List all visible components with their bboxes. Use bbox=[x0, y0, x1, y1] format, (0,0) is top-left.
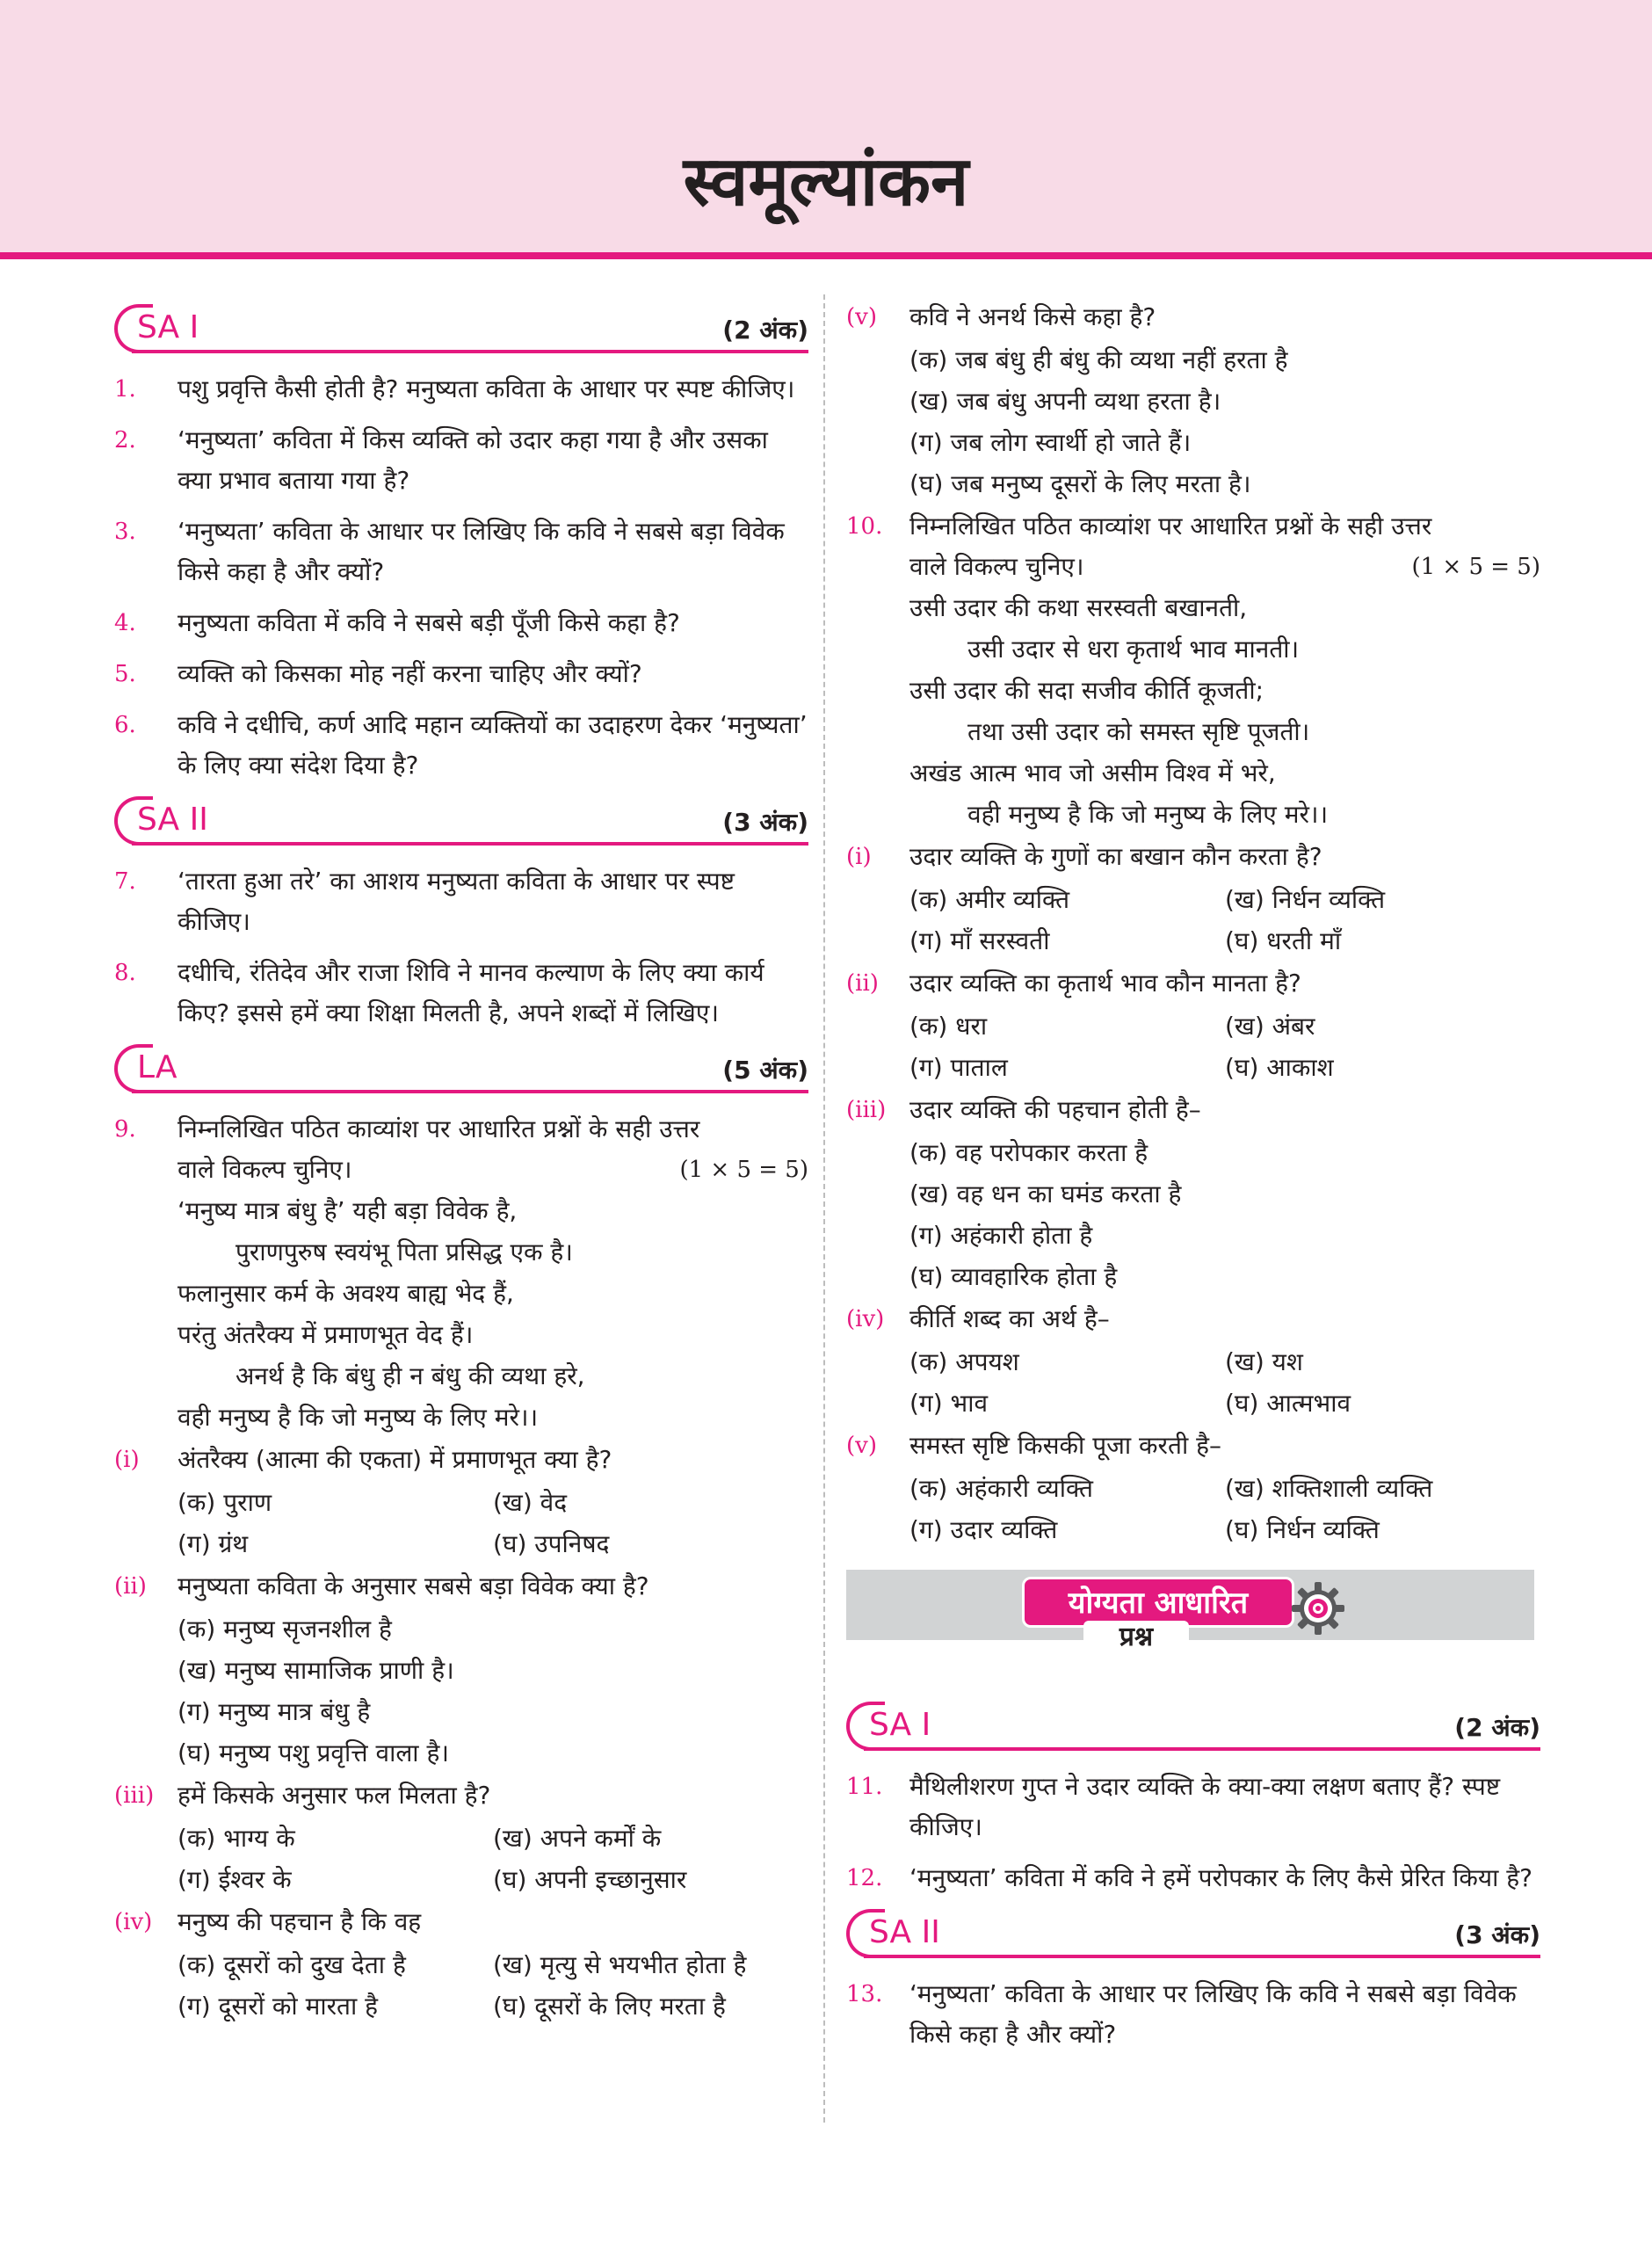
section-rule bbox=[864, 1955, 1540, 1958]
option: (क) अपयश bbox=[909, 1347, 1019, 1376]
column-divider bbox=[823, 294, 825, 2123]
poem-line: परंतु अंतरैक्य में प्रमाणभूत वेद हैं। bbox=[178, 1320, 474, 1349]
options bbox=[114, 1608, 808, 1774]
question-6 bbox=[114, 705, 808, 786]
option: (क) वह परोपकार करता है bbox=[909, 1138, 1148, 1167]
option: (ख) वेद bbox=[493, 1488, 568, 1517]
question-3 bbox=[114, 512, 808, 592]
subquestion-text: हमें किसके अनुसार फल मिलता है? bbox=[178, 1781, 491, 1810]
question-text: दधीचि, रंतिदेव और राजा शिवि ने मानव कल्याण के लिए क्या कार्य किए? इससे हमें क्या शिक्षा मिलती है, अपने शब्दों में लिखिए। bbox=[178, 958, 764, 1027]
question-number: 10. bbox=[846, 513, 883, 540]
section-marks: (3 अंक) bbox=[722, 808, 808, 837]
question-number: 2. bbox=[114, 427, 136, 454]
question-2 bbox=[114, 420, 808, 501]
subquestion-number: (ii) bbox=[114, 1573, 147, 1600]
question-text: ‘मनुष्यता’ कविता में किस व्यक्ति को उदार कहा गया है और उसका क्या प्रभाव बताया गया है? bbox=[178, 425, 768, 495]
subquestion-number: (v) bbox=[846, 1433, 877, 1459]
option: (घ) धरती माँ bbox=[1225, 926, 1342, 955]
question-text: निम्नलिखित पठित काव्यांश पर आधारित प्रश्नों के सही उत्तर bbox=[178, 1114, 700, 1143]
section-rule bbox=[864, 1747, 1540, 1751]
option: (ख) मनुष्य सामाजिक प्राणी है। bbox=[178, 1656, 454, 1685]
poem-line: उसी उदार से धरा कृतार्थ भाव मानती। bbox=[967, 635, 1300, 664]
question-text-cont: वाले विकल्प चुनिए। bbox=[178, 1155, 352, 1184]
competency-banner bbox=[846, 1570, 1534, 1652]
subquestion-number: (iv) bbox=[114, 1909, 153, 1935]
section-header-la bbox=[114, 1044, 808, 1093]
option: (ख) मृत्यु से भयभीत होता है bbox=[493, 1950, 747, 1979]
subquestion-iv bbox=[114, 1902, 808, 1942]
question-13 bbox=[846, 1974, 1540, 2055]
question-number: 3. bbox=[114, 519, 136, 545]
subquestion-text: कीर्ति शब्द का अर्थ है– bbox=[909, 1304, 1110, 1333]
option: (क) जब बंधु ही बंधु की व्यथा नहीं हरता है bbox=[909, 345, 1288, 374]
subquestion-number: (iii) bbox=[846, 1097, 887, 1123]
option: (घ) आकाश bbox=[1225, 1053, 1334, 1082]
section-code: SA II bbox=[869, 1914, 940, 1950]
question-number: 5. bbox=[114, 661, 136, 687]
subquestion-number: (i) bbox=[846, 844, 872, 870]
badge-title: योग्यता आधारित bbox=[1068, 1586, 1249, 1621]
section-header-sa1 bbox=[846, 1702, 1540, 1751]
left-column bbox=[114, 299, 808, 2215]
section-header-sa2 bbox=[114, 796, 808, 846]
subquestion-i bbox=[114, 1440, 808, 1480]
subquestion-ii bbox=[846, 963, 1540, 1004]
option: (ग) ईश्वर के bbox=[178, 1865, 292, 1894]
gear-target-icon bbox=[1290, 1580, 1346, 1637]
question-number: 4. bbox=[114, 610, 136, 636]
poem-line: ‘मनुष्य मात्र बंधु है’ यही बड़ा विवेक है, bbox=[178, 1196, 518, 1225]
option: (घ) निर्धन व्यक्ति bbox=[1225, 1515, 1380, 1544]
option: (ख) वह धन का घमंड करता है bbox=[909, 1179, 1182, 1208]
question-number: 1. bbox=[114, 376, 136, 403]
options bbox=[846, 339, 1540, 504]
question-text: मनुष्यता कविता में कवि ने सबसे बड़ी पूँजी किसे कहा है? bbox=[178, 608, 680, 637]
question-number: 12. bbox=[846, 1865, 883, 1891]
option: (ख) अपने कर्मों के bbox=[493, 1824, 662, 1853]
section-code: SA I bbox=[869, 1707, 931, 1743]
subquestion-text: कवि ने अनर्थ किसे कहा है? bbox=[909, 302, 1156, 331]
poem-line: पुराणपुरुष स्वयंभू पिता प्रसिद्ध एक है। bbox=[235, 1238, 573, 1267]
header-rule bbox=[0, 252, 1652, 259]
poem-line: अनर्थ है कि बंधु ही न बंधु की व्यथा हरे, bbox=[235, 1361, 585, 1390]
option: (ग) पाताल bbox=[909, 1053, 1008, 1082]
subquestion-text: मनुष्यता कविता के अनुसार सबसे बड़ा विवेक क्या है? bbox=[178, 1571, 649, 1600]
question-9 bbox=[114, 1109, 808, 1190]
subquestion-number: (v) bbox=[846, 304, 877, 330]
subquestion-v bbox=[846, 297, 1540, 338]
question-number: 9. bbox=[114, 1116, 136, 1143]
question-number: 6. bbox=[114, 712, 136, 738]
options bbox=[846, 1132, 1540, 1297]
badge-subtitle: प्रश्न bbox=[1083, 1621, 1189, 1656]
section-code: SA II bbox=[137, 802, 208, 838]
question-12 bbox=[846, 1858, 1540, 1898]
poem-line: फलानुसार कर्म के अवश्य बाह्य भेद हैं, bbox=[178, 1279, 514, 1308]
section-header-sa2 bbox=[846, 1909, 1540, 1958]
subquestion-text: उदार व्यक्ति का कृतार्थ भाव कौन मानता है? bbox=[909, 969, 1301, 998]
option: (ग) अहंकारी होता है bbox=[909, 1221, 1093, 1250]
question-number: 13. bbox=[846, 1981, 883, 2007]
question-text: व्यक्ति को किसका मोह नहीं करना चाहिए और क्यों? bbox=[178, 659, 642, 688]
option: (क) मनुष्य सृजनशील है bbox=[178, 1615, 392, 1644]
option: (क) दूसरों को दुख देता है bbox=[178, 1950, 406, 1979]
section-marks: (2 अंक) bbox=[722, 316, 808, 345]
poem-line: वही मनुष्य है कि जो मनुष्य के लिए मरे।। bbox=[967, 800, 1329, 829]
question-4 bbox=[114, 603, 808, 643]
section-rule bbox=[132, 842, 808, 846]
option: (ख) यश bbox=[1225, 1347, 1303, 1376]
subquestion-number: (ii) bbox=[846, 970, 879, 997]
question-11 bbox=[846, 1767, 1540, 1847]
question-text: पशु प्रवृत्ति कैसी होती है? मनुष्यता कविता के आधार पर स्पष्ट कीजिए। bbox=[178, 374, 795, 403]
option: (घ) दूसरों के लिए मरता है bbox=[493, 1992, 726, 2021]
poem-line: वही मनुष्य है कि जो मनुष्य के लिए मरे।। bbox=[178, 1403, 539, 1432]
option: (क) धरा bbox=[909, 1012, 988, 1041]
option: (क) अहंकारी व्यक्ति bbox=[909, 1474, 1093, 1503]
subquestion-number: (iv) bbox=[846, 1306, 885, 1332]
option: (घ) अपनी इच्छानुसार bbox=[493, 1865, 687, 1894]
subquestion-text: समस्त सृष्टि किसकी पूजा करती है– bbox=[909, 1431, 1221, 1460]
section-rule bbox=[132, 350, 808, 353]
option: (ख) निर्धन व्यक्ति bbox=[1225, 885, 1386, 914]
section-marks: (5 अंक) bbox=[722, 1056, 808, 1085]
question-text: निम्नलिखित पठित काव्यांश पर आधारित प्रश्नों के सही उत्तर bbox=[909, 512, 1432, 541]
options bbox=[846, 1005, 1540, 1088]
subquestion-ii bbox=[114, 1566, 808, 1607]
option: (ग) दूसरों को मारता है bbox=[178, 1992, 378, 2021]
poem-line: उसी उदार की कथा सरस्वती बखानती, bbox=[909, 593, 1248, 622]
page-title: स्वमूल्यांकन bbox=[683, 142, 969, 221]
subquestion-iii bbox=[846, 1090, 1540, 1130]
option: (क) पुराण bbox=[178, 1488, 272, 1517]
option: (घ) व्यावहारिक होता है bbox=[909, 1262, 1118, 1291]
question-text: ‘मनुष्यता’ कविता के आधार पर लिखिए कि कवि ने सबसे बड़ा विवेक किसे कहा है और क्यों? bbox=[909, 1979, 1517, 2049]
options bbox=[114, 1482, 808, 1564]
subquestion-number: (iii) bbox=[114, 1782, 155, 1809]
option: (ग) भाव bbox=[909, 1389, 989, 1418]
option: (घ) जब मनुष्य दूसरों के लिए मरता है। bbox=[909, 469, 1251, 498]
subquestion-iii bbox=[114, 1775, 808, 1816]
section-rule bbox=[132, 1090, 808, 1093]
option: (ग) मनुष्य मात्र बंधु है bbox=[178, 1697, 371, 1726]
question-text-cont: वाले विकल्प चुनिए। bbox=[909, 552, 1084, 581]
options bbox=[114, 1944, 808, 2027]
subquestion-text: उदार व्यक्ति के गुणों का बखान कौन करता है? bbox=[909, 842, 1322, 871]
subquestion-iv bbox=[846, 1299, 1540, 1339]
option: (ख) अंबर bbox=[1225, 1012, 1315, 1041]
question-number: 7. bbox=[114, 868, 136, 895]
question-marks: (1 × 5 = 5) bbox=[1411, 554, 1540, 580]
question-text: कवि ने दधीचि, कर्ण आदि महान व्यक्तियों का उदाहरण देकर ‘मनुष्यता’ के लिए क्या संदेश दिया है? bbox=[178, 710, 808, 780]
section-marks: (3 अंक) bbox=[1454, 1920, 1540, 1949]
subquestion-number: (i) bbox=[114, 1447, 140, 1473]
question-7 bbox=[114, 861, 808, 942]
option: (ख) शक्तिशाली व्यक्ति bbox=[1225, 1474, 1433, 1503]
option: (ग) उदार व्यक्ति bbox=[909, 1515, 1058, 1544]
section-code: LA bbox=[137, 1049, 178, 1085]
option: (घ) उपनिषद bbox=[493, 1529, 610, 1558]
question-1 bbox=[114, 369, 808, 410]
option: (ग) माँ सरस्वती bbox=[909, 926, 1050, 955]
options bbox=[846, 879, 1540, 962]
question-text: ‘मनुष्यता’ कविता के आधार पर लिखिए कि कवि ने सबसे बड़ा विवेक किसे कहा है और क्यों? bbox=[178, 517, 785, 586]
option: (घ) मनुष्य पशु प्रवृत्ति वाला है। bbox=[178, 1738, 449, 1767]
question-number: 8. bbox=[114, 960, 136, 986]
option: (क) अमीर व्यक्ति bbox=[909, 885, 1070, 914]
section-header-sa1 bbox=[114, 304, 808, 353]
question-8 bbox=[114, 953, 808, 1034]
subquestion-v bbox=[846, 1426, 1540, 1466]
question-marks: (1 × 5 = 5) bbox=[679, 1157, 808, 1183]
option: (ख) जब बंधु अपनी व्यथा हरता है। bbox=[909, 387, 1221, 416]
options bbox=[114, 1818, 808, 1900]
options bbox=[846, 1341, 1540, 1424]
question-10 bbox=[846, 506, 1540, 587]
option: (घ) आत्मभाव bbox=[1225, 1389, 1351, 1418]
question-text: ‘तारता हुआ तरे’ का आशय मनुष्यता कविता के आधार पर स्पष्ट कीजिए। bbox=[178, 867, 735, 936]
section-code: SA I bbox=[137, 309, 199, 345]
right-column bbox=[846, 297, 1540, 2213]
question-text: ‘मनुष्यता’ कविता में कवि ने हमें परोपकार के लिए कैसे प्रेरित किया है? bbox=[909, 1863, 1532, 1892]
section-marks: (2 अंक) bbox=[1454, 1713, 1540, 1742]
option: (ग) ग्रंथ bbox=[178, 1529, 249, 1558]
poem-stanza bbox=[846, 587, 1540, 835]
option: (ग) जब लोग स्वार्थी हो जाते हैं। bbox=[909, 428, 1192, 457]
subquestion-text: उदार व्यक्ति की पहचान होती है– bbox=[909, 1095, 1201, 1124]
option: (क) भाग्य के bbox=[178, 1824, 295, 1853]
poem-line: अखंड आत्म भाव जो असीम विश्व में भरे, bbox=[909, 758, 1276, 788]
question-5 bbox=[114, 654, 808, 694]
subquestion-i bbox=[846, 837, 1540, 877]
options bbox=[846, 1468, 1540, 1550]
question-text: मैथिलीशरण गुप्त ने उदार व्यक्ति के क्या-क्या लक्षण बताए हैं? स्पष्ट कीजिए। bbox=[909, 1772, 1501, 1841]
poem-line: उसी उदार की सदा सजीव कीर्ति कूजती; bbox=[909, 676, 1264, 705]
poem-line: तथा उसी उदार को समस्त सृष्टि पूजती। bbox=[967, 717, 1310, 746]
question-number: 11. bbox=[846, 1774, 883, 1800]
poem-stanza bbox=[114, 1190, 808, 1438]
subquestion-text: मनुष्य की पहचान है कि वह bbox=[178, 1907, 422, 1936]
subquestion-text: अंतरैक्य (आत्मा की एकता) में प्रमाणभूत क्या है? bbox=[178, 1445, 612, 1474]
